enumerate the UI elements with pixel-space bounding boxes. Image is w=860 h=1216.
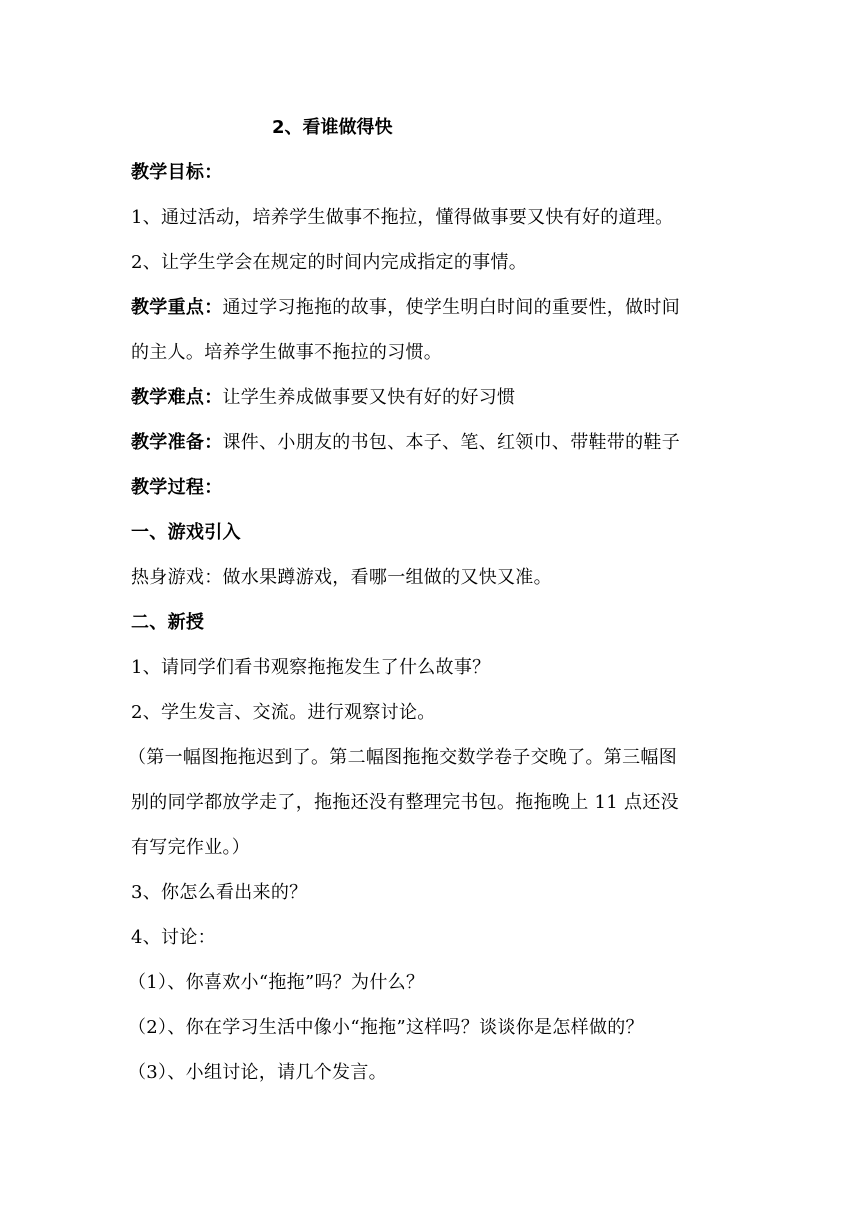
objective-item-1: 1、通过活动，培养学生做事不拖拉，懂得做事要又快有好的道理。 xyxy=(131,207,674,228)
step-4: 4、讨论： xyxy=(131,927,216,948)
preparation-text: 课件、小朋友的书包、本子、笔、红领巾、带鞋带的鞋子 xyxy=(222,432,680,453)
process-heading: 教学过程： xyxy=(131,477,223,498)
key-points-label: 教学重点： xyxy=(131,297,223,318)
difficulty-label: 教学难点： xyxy=(131,387,223,408)
preparation-label: 教学准备： xyxy=(131,432,223,453)
discussion-item-2: （2）、你在学习生活中像小“拖拖”这样吗？谈谈你是怎样做的？ xyxy=(128,1017,644,1038)
preparation-paragraph xyxy=(131,431,741,455)
objective-item-2: 2、让学生学会在规定的时间内完成指定的事情。 xyxy=(131,252,528,273)
step-3: 3、你怎么看出来的？ xyxy=(131,882,308,903)
note-line-3: 有写完作业。） xyxy=(131,837,251,858)
note-line-1: （第一幅图拖拖迟到了。第二幅图拖拖交数学卷子交晚了。第三幅图 xyxy=(128,747,677,768)
difficulty-paragraph xyxy=(131,386,741,410)
section-2-heading: 二、新授 xyxy=(131,612,205,633)
key-points-continuation: 的主人。培养学生做事不拖拉的习惯。 xyxy=(131,342,443,363)
discussion-item-1: （1）、你喜欢小“拖拖”吗？为什么？ xyxy=(128,972,425,993)
key-points-paragraph xyxy=(131,296,741,320)
objectives-heading: 教学目标： xyxy=(131,162,223,183)
step-1: 1、请同学们看书观察拖拖发生了什么故事？ xyxy=(131,657,491,678)
step-2: 2、学生发言、交流。进行观察讨论。 xyxy=(131,702,436,723)
note-line-2: 别的同学都放学走了，拖拖还没有整理完书包。拖拖晚上 11 点还没 xyxy=(131,792,679,813)
section-1-text: 热身游戏：做水果蹲游戏，看哪一组做的又快又准。 xyxy=(131,567,552,588)
section-1-heading: 一、游戏引入 xyxy=(131,522,241,543)
key-points-text: 通过学习拖拖的故事，使学生明白时间的重要性，做时间 xyxy=(222,297,680,318)
lesson-title: 2、看谁做得快 xyxy=(272,117,393,138)
difficulty-text: 让学生养成做事要又快有好的好习惯 xyxy=(222,387,516,408)
discussion-item-3: （3）、小组讨论，请几个发言。 xyxy=(128,1062,387,1083)
